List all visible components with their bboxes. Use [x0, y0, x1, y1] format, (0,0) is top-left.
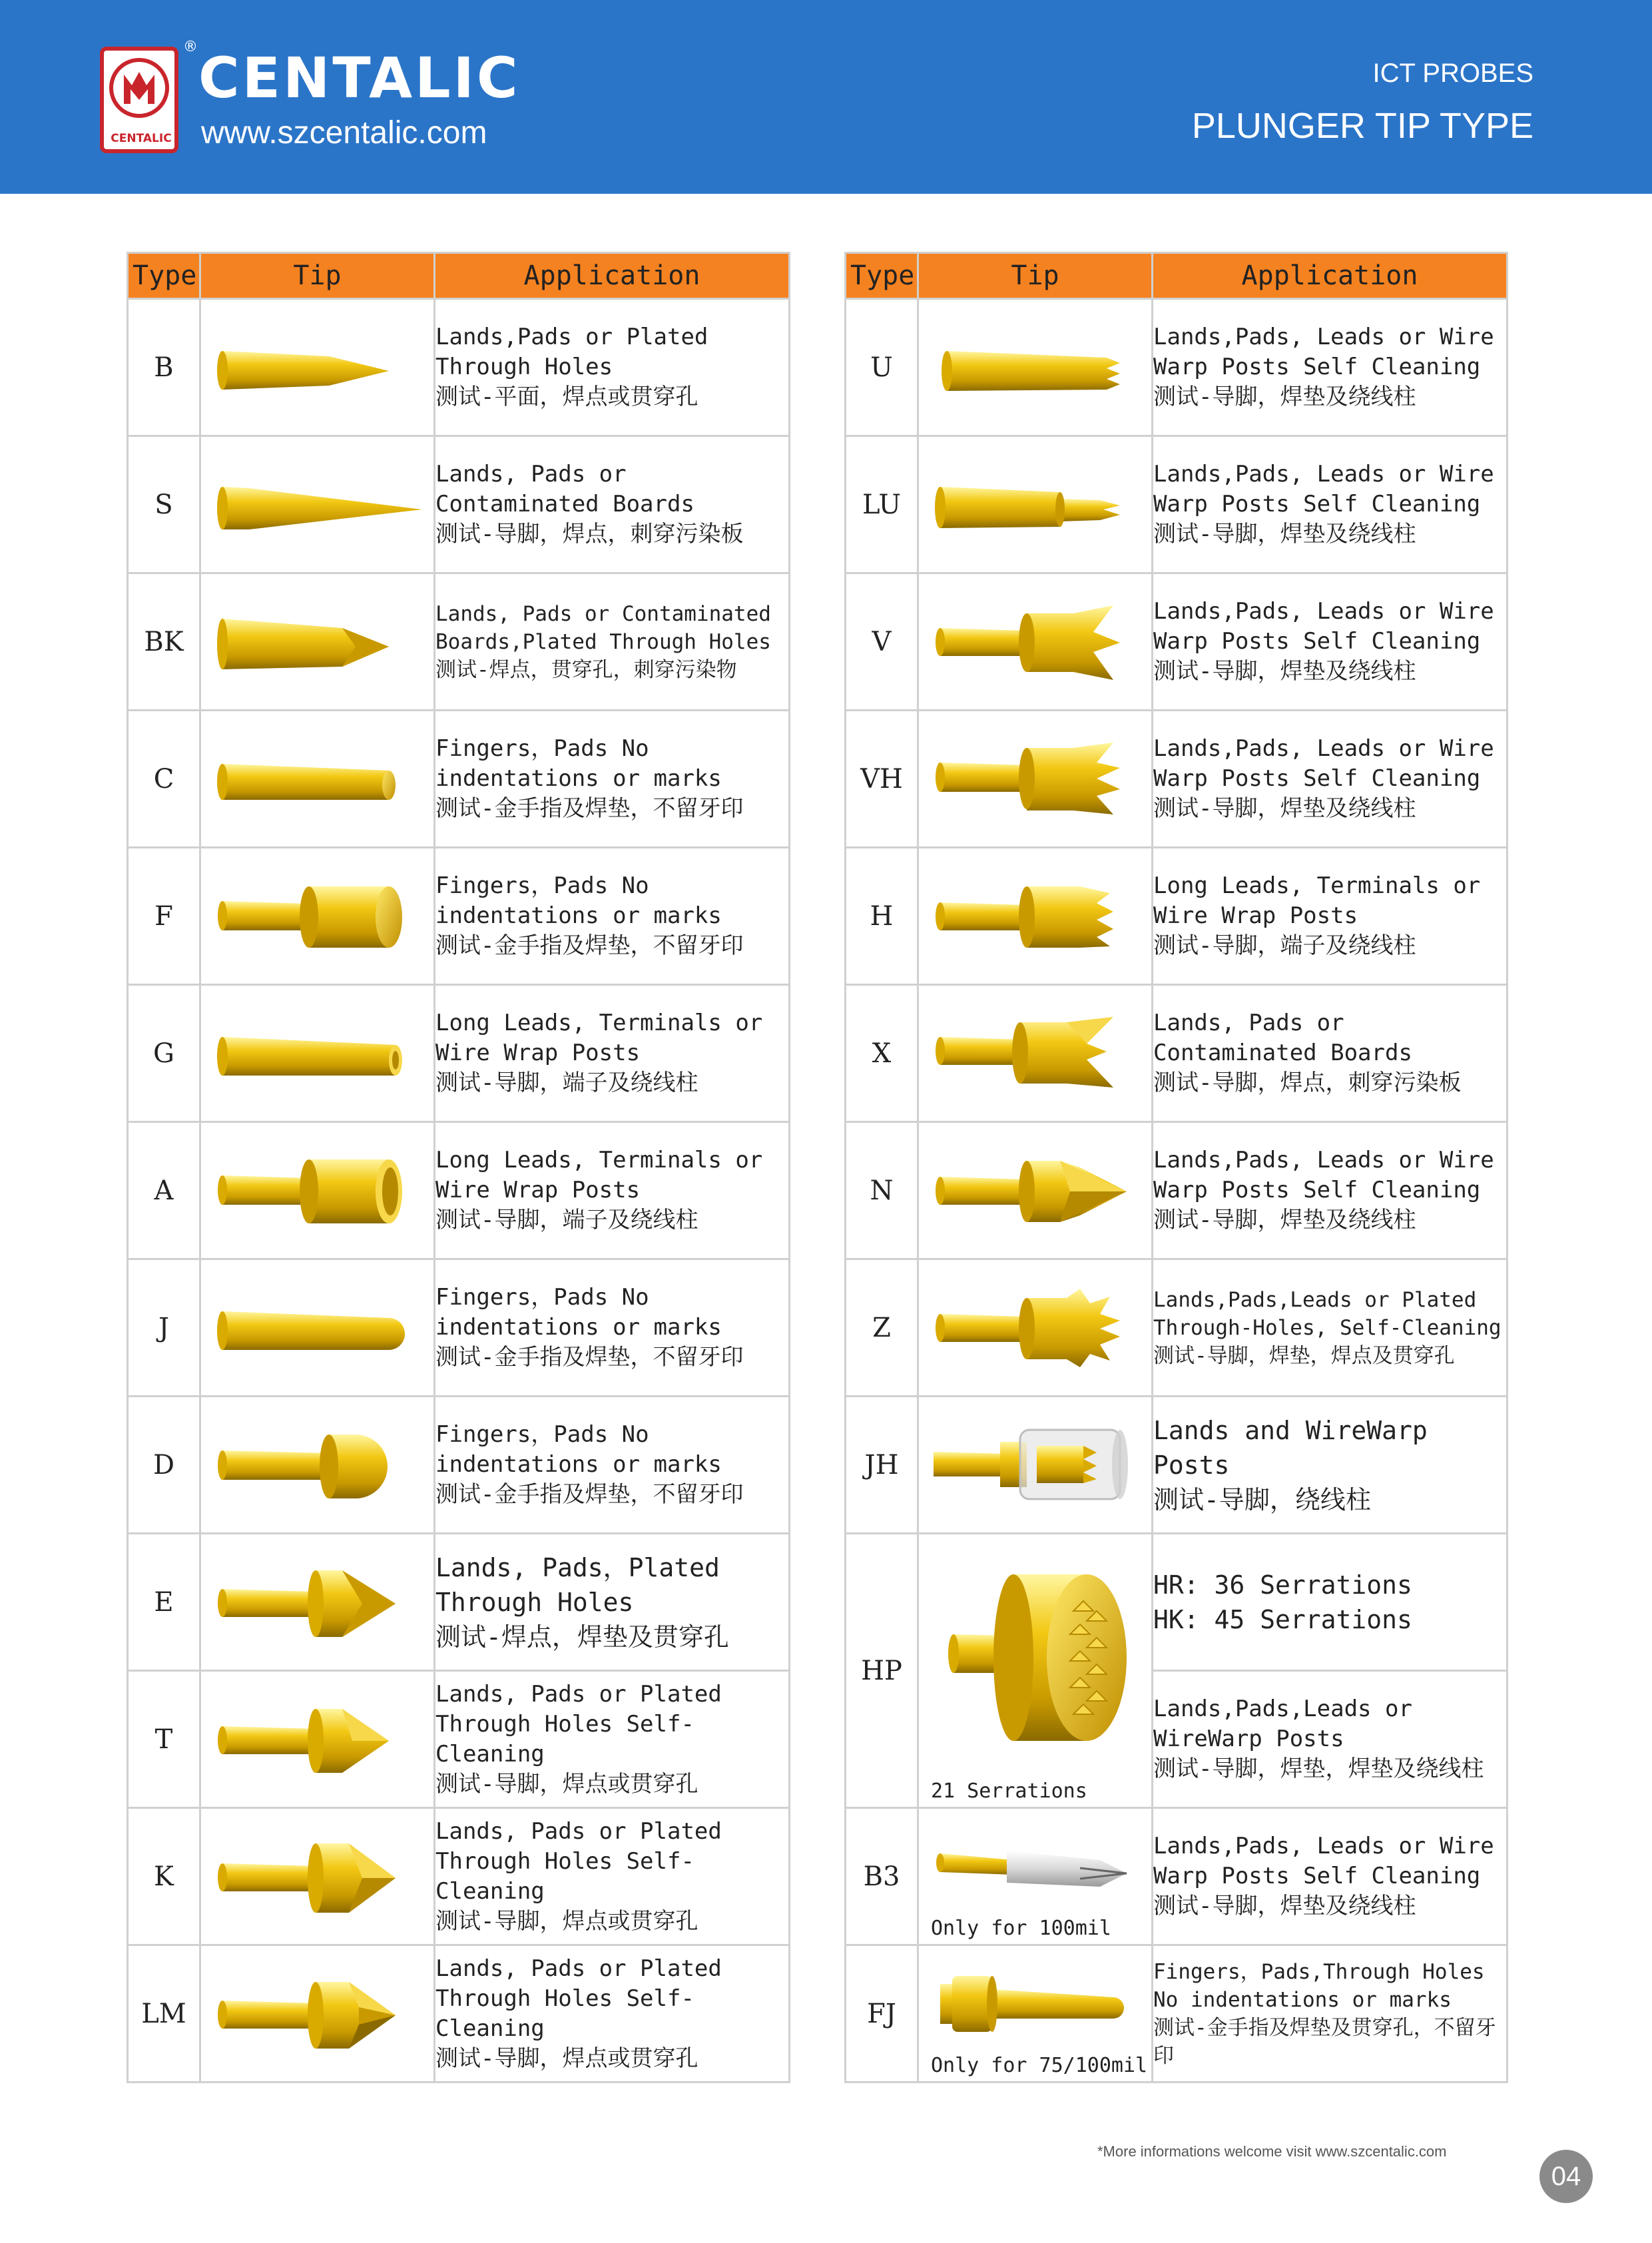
tip-image-u	[918, 299, 1153, 436]
application-text: Fingers，Pads No indentations or marks 测试-金手指及焊垫，不留牙印	[435, 711, 790, 848]
application-text: Lands, Pads or Plated Through Holes Self- Cleaning 测试-导脚，焊点或贯穿孔	[435, 1671, 790, 1808]
application-text: HR: 36 Serrations HK: 45 Serrations	[1153, 1534, 1508, 1671]
application-text: Lands, Pads or Plated Through Holes Self- Cleaning 测试-导脚，焊点或贯穿孔	[435, 1945, 790, 2083]
tip-image-vh	[918, 711, 1153, 848]
tip-image-f	[200, 848, 435, 985]
tip-image-x	[918, 985, 1153, 1122]
type-code: T	[128, 1671, 200, 1808]
type-code: S	[128, 436, 200, 573]
type-code: J	[128, 1259, 200, 1397]
footer-note: *More informations welcome visit www.szcentalic.com	[1097, 2143, 1447, 2160]
column-header-application: Application	[1153, 253, 1508, 299]
table-row	[846, 848, 1508, 985]
type-code: X	[846, 985, 918, 1122]
type-code: G	[128, 985, 200, 1122]
tip-note: Only for 75/100mil	[931, 2054, 1148, 2077]
type-code: A	[128, 1122, 200, 1259]
table-header-row	[846, 253, 1508, 299]
column-header-application: Application	[435, 253, 790, 299]
type-code: B3	[846, 1808, 918, 1945]
type-code: B	[128, 299, 200, 436]
application-text: Lands,Pads,Leads or WireWarp Posts 测试-导脚，焊垫，焊垫及绕线柱	[1153, 1671, 1508, 1808]
application-text: Lands,Pads, Leads or Wire Warp Posts Self Cleaning 测试-导脚，焊垫及绕线柱	[1153, 299, 1508, 436]
table-row	[846, 1945, 1508, 2083]
application-text: Long Leads, Terminals or Wire Wrap Posts 测试-导脚，端子及绕线柱	[435, 1122, 790, 1259]
type-code: C	[128, 711, 200, 848]
right-tip-table	[844, 252, 1508, 2083]
table-row	[128, 711, 790, 848]
application-text: Lands, Pads or Contaminated Boards 测试-导脚，焊点，刺穿污染板	[435, 436, 790, 573]
application-text: Lands,Pads,Leads or Plated Through-Holes, Self-Cleaning 测试-导脚，焊垫，焊点及贯穿孔	[1153, 1259, 1508, 1397]
application-text: Lands, Pads or Plated Through Holes Self- Cleaning 测试-导脚，焊点或贯穿孔	[435, 1808, 790, 1945]
section-label: ICT PROBES	[1372, 59, 1533, 88]
table-row	[846, 711, 1508, 848]
tip-image-b3	[918, 1808, 1153, 1945]
left-tip-table	[127, 252, 790, 2083]
tip-image-s	[200, 436, 435, 573]
page-header	[0, 0, 1652, 194]
tip-image-jh	[918, 1397, 1153, 1534]
tip-image-lm	[200, 1945, 435, 2083]
table-row	[128, 1534, 790, 1671]
table-row	[128, 299, 790, 436]
tip-image-bk	[200, 573, 435, 711]
application-text: Lands,Pads, Leads or Wire Warp Posts Self Cleaning 测试-导脚，焊垫及绕线柱	[1153, 573, 1508, 711]
table-row	[128, 1122, 790, 1259]
type-code: JH	[846, 1397, 918, 1534]
application-text: Fingers，Pads No indentations or marks 测试-金手指及焊垫，不留牙印	[435, 1259, 790, 1397]
type-code: VH	[846, 711, 918, 848]
table-row	[846, 299, 1508, 436]
type-code: FJ	[846, 1945, 918, 2083]
tip-image-n	[918, 1122, 1153, 1259]
page-title: PLUNGER TIP TYPE	[1191, 106, 1533, 146]
column-header-tip: Tip	[918, 253, 1153, 299]
logo-text: CENTALIC	[111, 132, 172, 145]
table-header-row	[128, 253, 790, 299]
company-logo	[100, 47, 178, 153]
tip-image-c	[200, 711, 435, 848]
table-row	[128, 1808, 790, 1945]
application-text: Lands,Pads, Leads or Wire Warp Posts Self Cleaning 测试-导脚，焊垫及绕线柱	[1153, 436, 1508, 573]
type-code: LM	[128, 1945, 200, 2083]
tip-image-v	[918, 573, 1153, 711]
application-text: Fingers，Pads,Through Holes No indentations or marks 测试-金手指及焊垫及贯穿孔，不留牙印	[1153, 1945, 1508, 2083]
type-code: F	[128, 848, 200, 985]
table-row	[128, 1259, 790, 1397]
tip-image-fj	[918, 1945, 1153, 2083]
table-row	[846, 573, 1508, 711]
application-text: Lands, Pads or Contaminated Boards 测试-导脚，焊点，刺穿污染板	[1153, 985, 1508, 1122]
application-text: Lands,Pads, Leads or Wire Warp Posts Self Cleaning 测试-导脚，焊垫及绕线柱	[1153, 1122, 1508, 1259]
table-row	[846, 436, 1508, 573]
tip-image-a	[200, 1122, 435, 1259]
type-code: D	[128, 1397, 200, 1534]
type-code: U	[846, 299, 918, 436]
application-text: Fingers，Pads No indentations or marks 测试-金手指及焊垫，不留牙印	[435, 1397, 790, 1534]
table-row	[846, 1259, 1508, 1397]
table-row	[128, 1397, 790, 1534]
column-header-type: Type	[128, 253, 200, 299]
type-code: N	[846, 1122, 918, 1259]
tip-image-b	[200, 299, 435, 436]
table-row	[128, 1945, 790, 2083]
application-text: Lands,Pads, Leads or Wire Warp Posts Self Cleaning 测试-导脚，焊垫及绕线柱	[1153, 711, 1508, 848]
application-text: Fingers，Pads No indentations or marks 测试-金手指及焊垫，不留牙印	[435, 848, 790, 985]
table-row	[128, 573, 790, 711]
application-text: Lands,Pads, Leads or Wire Warp Posts Self Cleaning 测试-导脚，焊垫及绕线柱	[1153, 1808, 1508, 1945]
type-code: HP	[846, 1534, 918, 1808]
table-row	[846, 1808, 1508, 1945]
application-text: Long Leads, Terminals or Wire Wrap Posts 测试-导脚，端子及绕线柱	[1153, 848, 1508, 985]
tip-image-lu	[918, 436, 1153, 573]
table-row	[846, 985, 1508, 1122]
brand-name: CENTALIC	[198, 45, 521, 111]
type-code: Z	[846, 1259, 918, 1397]
page-number: 04	[1539, 2150, 1593, 2203]
type-code: V	[846, 573, 918, 711]
tip-image-d	[200, 1397, 435, 1534]
tip-image-g	[200, 985, 435, 1122]
table-row	[846, 1122, 1508, 1259]
table-row	[128, 1671, 790, 1808]
registered-mark: ®	[183, 39, 198, 55]
tip-image-j	[200, 1259, 435, 1397]
type-code: BK	[128, 573, 200, 711]
type-code: H	[846, 848, 918, 985]
type-code: K	[128, 1808, 200, 1945]
tip-note: Only for 100mil	[931, 1917, 1111, 1940]
tip-image-t	[200, 1671, 435, 1808]
application-text: Lands, Pads，Plated Through Holes 测试-焊点，焊垫及贯穿孔	[435, 1534, 790, 1671]
tip-image-z	[918, 1259, 1153, 1397]
table-row	[128, 848, 790, 985]
tip-note: 21 Serrations	[931, 1779, 1087, 1803]
type-code: LU	[846, 436, 918, 573]
application-text: Lands, Pads or Contaminated Boards,Plated Through Holes 测试-焊点，贯穿孔，刺穿污染物	[435, 573, 790, 711]
column-header-type: Type	[846, 253, 918, 299]
application-text: Lands and WireWarp Posts 测试-导脚，绕线柱	[1153, 1397, 1508, 1534]
tip-image-hp	[918, 1534, 1153, 1808]
table-row	[846, 1397, 1508, 1534]
table-row	[846, 1534, 1508, 1671]
application-text: Lands,Pads or Plated Through Holes 测试-平面，焊点或贯穿孔	[435, 299, 790, 436]
table-row	[128, 985, 790, 1122]
tip-image-h	[918, 848, 1153, 985]
column-header-tip: Tip	[200, 253, 435, 299]
website-url[interactable]: www.szcentalic.com	[201, 115, 487, 151]
application-text: Long Leads, Terminals or Wire Wrap Posts 测试-导脚，端子及绕线柱	[435, 985, 790, 1122]
tip-image-e	[200, 1534, 435, 1671]
table-row	[128, 436, 790, 573]
type-code: E	[128, 1534, 200, 1671]
tip-image-k	[200, 1808, 435, 1945]
